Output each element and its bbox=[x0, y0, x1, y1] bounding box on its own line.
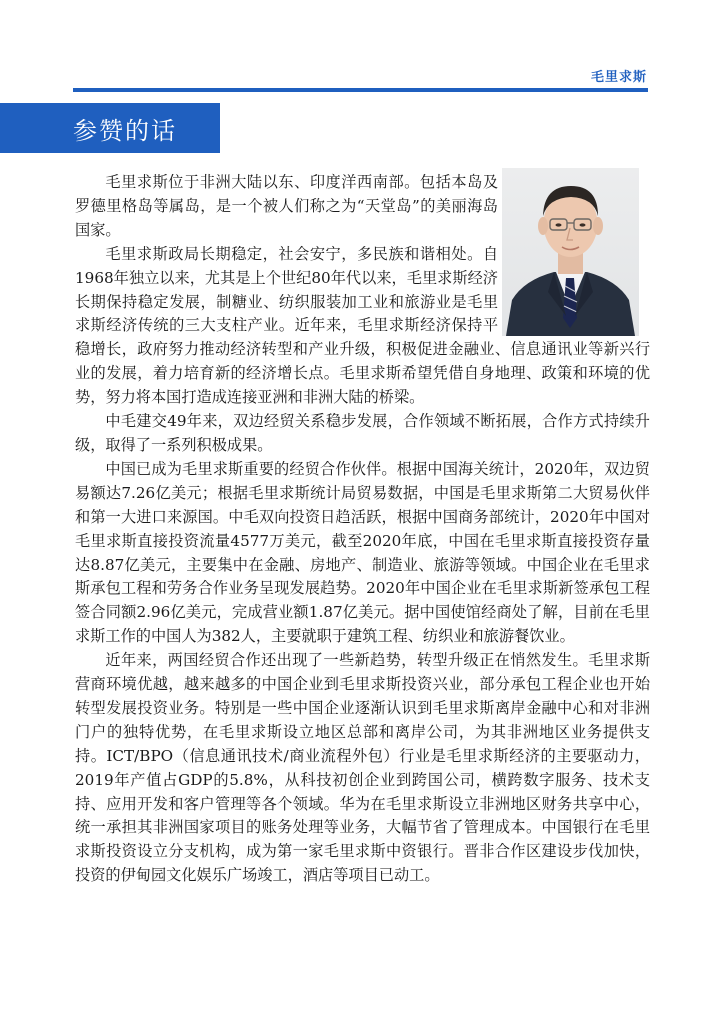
section-title: 参赞的话 bbox=[73, 117, 177, 145]
running-header-country: 毛里求斯 bbox=[590, 70, 647, 85]
paragraph-1: 毛里求斯位于非洲大陆以东、印度洋西南部。包括本岛及罗德里格岛等属岛，是一个被人们称之为“天堂岛”的美丽海岛国家。 bbox=[75, 173, 498, 239]
paragraph-3: 中毛建交49年来，双边经贸关系稳步发展，合作领域不断拓展，合作方式持续升级，取得了一系列积极成果。 bbox=[75, 412, 650, 454]
paragraph-2: 毛里求斯政局长期稳定，社会安宁，多民族和谐相处。自1968年独立以来，尤其是上个世纪80年代以来，毛里求斯经济长期保持稳定发展，制糖业、纺织服装加工业和旅游业是毛里求斯经济传统的三大支柱产业。近年来，毛里求斯经济保持平稳增长，政府努力推动经济转型和产业升级，积极促进金融业、信息通讯业等新兴行业的发展，着力培育新的经济增长点。毛里求斯希望凭借自身地理、政策和环境的优势，努力将本国打造成连接亚洲和非洲大陆的桥梁。 bbox=[75, 244, 650, 407]
paragraph-5: 近年来，两国经贸合作还出现了一些新趋势，转型升级正在悄然发生。毛里求斯营商环境优越，越来越多的中国企业到毛里求斯投资兴业，部分承包工程企业也开始转型发展投资业务。特别是一些中国企业逐渐认识到毛里求斯离岸金融中心和对非洲门户的独特优势，在毛里求斯设立地区总部和离岸公司，为其非洲地区业务提供支持。ICT/BPO（信息通讯技术/商业流程外包）行业是毛里求斯经济的主要驱动力，2019年产值占GDP的5.8%，从科技初创企业到跨国公司，横跨数字服务、技术支持、应用开发和客户管理等各个领域。华为在毛里求斯设立非洲地区财务共享中心，统一承担其非洲国家项目的账务处理等业务，大幅节省了管理成本。中国银行在毛里求斯投资设立分支机构，成为第一家毛里求斯中资银行。晋非合作区建设步伐加快，投资的伊甸园文化娱乐广场竣工，酒店等项目已动工。 bbox=[75, 651, 650, 885]
photo-spacer bbox=[498, 171, 650, 336]
header-rule bbox=[73, 88, 648, 92]
paragraph-4: 中国已成为毛里求斯重要的经贸合作伙伴。根据中国海关统计，2020年，双边贸易额达7.26亿美元；根据毛里求斯统计局贸易数据，中国是毛里求斯第二大贸易伙伴和第一大进口来源国。中毛双向投资日趋活跃，根据中国商务部统计，2020年中国对毛里求斯直接投资流量4577万美元，截至2020年底，中国在毛里求斯直接投资存量达8.87亿美元，主要集中在金融、房地产、制造业、旅游等领域。中国企业在毛里求斯承包工程和劳务合作业务呈现发展趋势。2020年中国企业在毛里求斯新签承包工程签合同额2.96亿美元，完成营业额1.87亿美元。据中国使馆经商处了解，目前在毛里求斯工作的中国人为382人，主要就职于建筑工程、纺织业和旅游餐饮业。 bbox=[75, 459, 650, 646]
article-body bbox=[75, 171, 650, 888]
